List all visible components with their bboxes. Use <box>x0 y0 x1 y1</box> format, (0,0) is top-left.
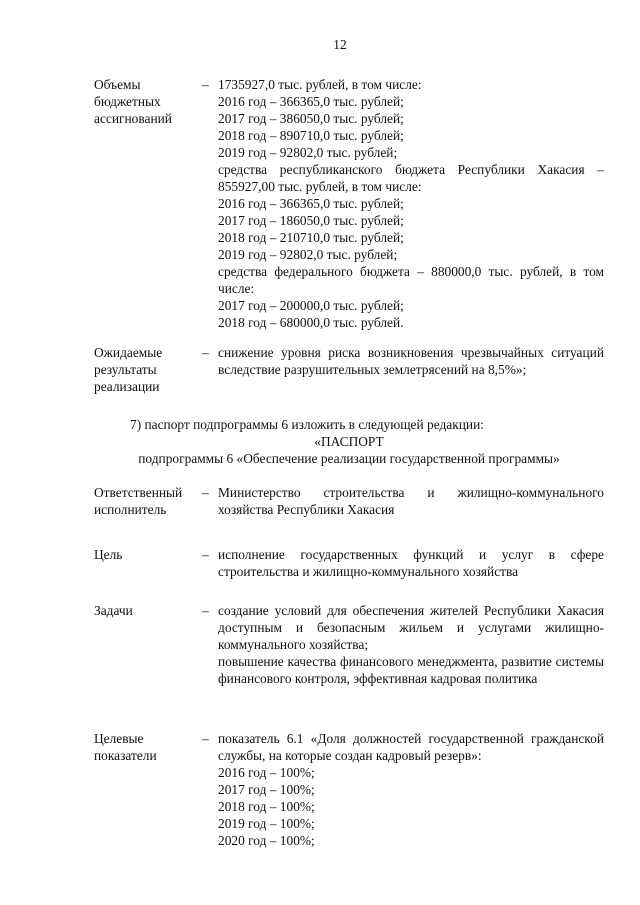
budget-line: 2016 год – 366365,0 тыс. рублей; <box>218 94 404 109</box>
responsible-label-line: Ответственный <box>94 485 183 500</box>
budget-line: 2016 год – 366365,0 тыс. рублей; <box>218 196 404 211</box>
targets-body <box>218 730 604 849</box>
responsible-label-line: исполнитель <box>94 502 167 517</box>
expected-results-label <box>94 344 198 395</box>
task-item: повышение качества финансового менеджмента, развитие системы финансового контроля, эффективная кадровая политика <box>218 654 604 686</box>
responsible-dash: – <box>202 485 209 500</box>
task-item: создание условий для обеспечения жителей Республики Хакасия доступным и безопасным жильем и услугами жилищно-коммунального хозяйства; <box>218 603 604 652</box>
indicator-value: 2017 год – 100%; <box>218 782 315 797</box>
passport-title: «ПАСПОРТ <box>314 434 384 449</box>
budget-line: 2017 год – 386050,0 тыс. рублей; <box>218 111 404 126</box>
goal-label-line: Цель <box>94 547 123 562</box>
tasks-label-line: Задачи <box>94 603 133 618</box>
expected-results-label-line: результаты <box>94 362 157 377</box>
goal-label <box>94 546 198 563</box>
budget-line: 2017 год – 200000,0 тыс. рублей; <box>218 298 404 313</box>
responsible-label <box>94 484 198 518</box>
budget-label-line: бюджетных <box>94 94 161 109</box>
budget-body <box>218 76 604 331</box>
budget-label <box>94 76 198 127</box>
goal-text: исполнение государственных функций и услуг в сфере строительства и жилищно-коммунального хозяйства <box>218 547 604 579</box>
budget-line: средства федерального бюджета – 880000,0 тыс. рублей, в том числе: <box>218 264 604 296</box>
budget-line: средства республиканского бюджета Республики Хакасия – 855927,00 тыс. рублей, в том числе: <box>218 162 604 194</box>
budget-line: 2019 год – 92802,0 тыс. рублей; <box>218 247 398 262</box>
budget-line: 2017 год – 186050,0 тыс. рублей; <box>218 213 404 228</box>
expected-results-dash: – <box>202 345 209 360</box>
indicator-value: 2020 год – 100%; <box>218 833 315 848</box>
targets-dash: – <box>202 731 209 746</box>
expected-results-label-line: реализации <box>94 379 160 394</box>
indicator-value: 2016 год – 100%; <box>218 765 315 780</box>
budget-label-line: Объемы <box>94 77 141 92</box>
passport-intro <box>94 416 604 467</box>
targets-label-line: показатели <box>94 748 157 763</box>
goal-dash: – <box>202 547 209 562</box>
expected-results-text: снижение уровня риска возникновения чрезвычайных ситуаций вследствие разрушительных землетрясений на 8,5%»; <box>218 345 604 377</box>
responsible-text: Министерство строительства и жилищно-коммунального хозяйства Республики Хакасия <box>218 485 604 517</box>
budget-line: 2018 год – 210710,0 тыс. рублей; <box>218 230 404 245</box>
budget-line: 1735927,0 тыс. рублей, в том числе: <box>218 77 422 92</box>
tasks-dash: – <box>202 603 209 618</box>
page-number: 12 <box>333 37 347 52</box>
indicator-value: 2018 год – 100%; <box>218 799 315 814</box>
indicator-value: 2019 год – 100%; <box>218 816 315 831</box>
budget-line: 2018 год – 680000,0 тыс. рублей. <box>218 315 404 330</box>
budget-dash: – <box>202 77 209 92</box>
passport-subtitle: подпрограммы 6 «Обеспечение реализации государственной программы» <box>138 451 560 466</box>
budget-line: 2019 год – 92802,0 тыс. рублей; <box>218 145 398 160</box>
budget-label-line: ассигнований <box>94 111 172 126</box>
budget-line: 2018 год – 890710,0 тыс. рублей; <box>218 128 404 143</box>
targets-label-line: Целевые <box>94 731 144 746</box>
tasks-label <box>94 602 198 619</box>
tasks-body <box>218 602 604 687</box>
expected-results-label-line: Ожидаемые <box>94 345 163 360</box>
targets-label <box>94 730 198 764</box>
amendment-step: 7) паспорт подпрограммы 6 изложить в следующей редакции: <box>130 417 484 432</box>
indicator-description: показатель 6.1 «Доля должностей государственной гражданской службы, на которые создан кадровый резерв»: <box>218 731 604 763</box>
